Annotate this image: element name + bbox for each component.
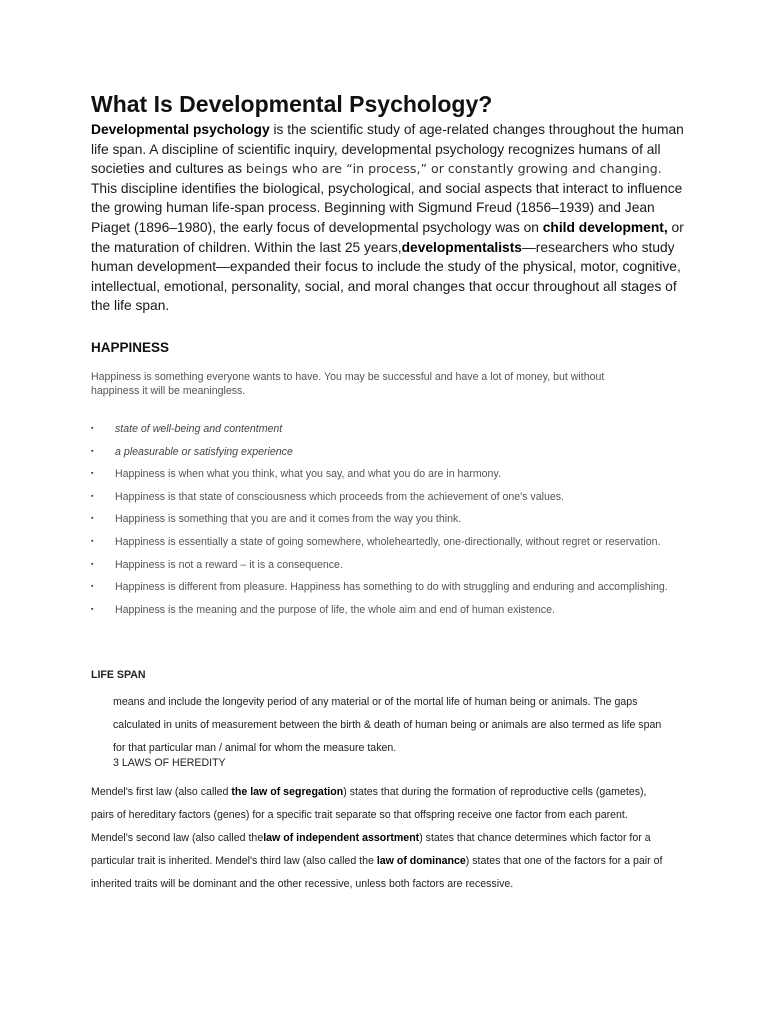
bullet-icon: ▪ (91, 605, 94, 613)
intro-text-2: beings who are “in process,” or constantly growing and changing. (245, 161, 662, 177)
bullet-icon: ▪ (91, 470, 94, 478)
list-item-text: Happiness is not a reward – it is a consequence. (115, 558, 343, 571)
list-item (91, 576, 671, 599)
law-of-segregation: the law of segregation (231, 786, 344, 798)
list-item (91, 486, 671, 509)
intro-term: Developmental psychology (91, 122, 270, 137)
bullet-icon: ▪ (91, 425, 94, 432)
list-item-text: Happiness is when what you think, what you say, and what you do are in harmony. (115, 468, 501, 481)
list-item (91, 508, 671, 531)
list-item-text: a pleasurable or satisfying experience (115, 445, 293, 458)
heredity-heading: 3 LAWS OF HEREDITY (113, 757, 226, 769)
law-of-independent-assortment: law of independent assortment (263, 832, 420, 844)
child-development-term: child development, (542, 219, 668, 235)
list-item (91, 418, 671, 441)
heredity-text-1: Mendel's first law (also called (91, 786, 232, 798)
intro-paragraph (91, 120, 691, 316)
bullet-icon: ▪ (91, 537, 94, 545)
list-item-text: Happiness is the meaning and the purpose of life, the whole aim and end of human existence. (115, 603, 555, 616)
list-item-text: Happiness is essentially a state of going somewhere, wholeheartedly, one-directionally, without regret or reservation. (115, 535, 661, 548)
document-body (91, 88, 691, 890)
heredity-text-3: ) states that chance determines which factor for a particular trait is inherited. Mendel's third law (also called the (91, 832, 651, 867)
list-item-text: Happiness is something that you are and it comes from the way you think. (115, 513, 462, 526)
developmentalists-term: developmentalists (401, 239, 522, 255)
page-title: What Is Developmental Psychology? (91, 91, 493, 117)
intro-text-5: —researchers who study human development—expanded their focus to include the study of the physical, motor, cognitive, intellectual, emotional, personality, social, and moral changes that occur throughout all stages of the life span. (91, 239, 681, 314)
list-item-text: state of well-being and contentment (115, 423, 283, 435)
life-span-heading: LIFE SPAN (91, 669, 146, 681)
happiness-list (91, 418, 671, 621)
heredity-text-2: ) states that during the formation of reproductive cells (gametes), pairs of hereditary factors (genes) for a specific trait separate so that offspring receive one factor from each parent. Mendel's second law (also called the (91, 786, 647, 844)
intro-text-1: is the scientific study of age-related changes throughout the human life span. A discipline of scientific inquiry, developmental psychology recognizes humans of all societies and cultures as (91, 122, 684, 177)
heredity-body (91, 781, 671, 896)
happiness-intro: Happiness is something everyone wants to have. You may be successful and have a lot of money, but without happiness it will be meaningless. (91, 371, 605, 397)
intro-text-4: or the maturation of children. Within the last 25 years, (91, 219, 684, 255)
bullet-icon: ▪ (91, 560, 94, 568)
life-span-body: means and include the longevity period of any material or of the mortal life of human being or animals. The gaps calculated in units of measurement between the birth & death of human being or animals are also termed as life span for that particular man / animal for whom the measure taken. (113, 696, 662, 754)
law-of-dominance: law of dominance (376, 855, 466, 867)
bullet-icon: ▪ (91, 583, 94, 591)
bullet-icon: ▪ (91, 492, 94, 500)
list-item (91, 441, 671, 464)
happiness-heading: HAPPINESS (91, 340, 170, 355)
heredity-text-4: ) states that one of the factors for a pair of inherited traits will be dominant and the other recessive, unless both factors are recessive. (91, 855, 663, 890)
list-item-text: Happiness is different from pleasure. Happiness has something to do with struggling and enduring and accomplishing. (115, 581, 668, 594)
list-item (91, 554, 671, 577)
list-item (91, 599, 671, 622)
list-item-text: Happiness is that state of consciousness which proceeds from the achievement of one's values. (115, 490, 564, 503)
list-item (91, 463, 671, 486)
bullet-icon: ▪ (91, 447, 94, 455)
list-item (91, 531, 671, 554)
bullet-icon: ▪ (91, 515, 94, 523)
intro-text-3: This discipline identifies the biological, psychological, and social aspects that interact to influence the growing human life-span process. Beginning with Sigmund Freud (1856–1939) and Jean Piaget (1896–1980), the early focus of developmental psychology was on (91, 180, 683, 235)
